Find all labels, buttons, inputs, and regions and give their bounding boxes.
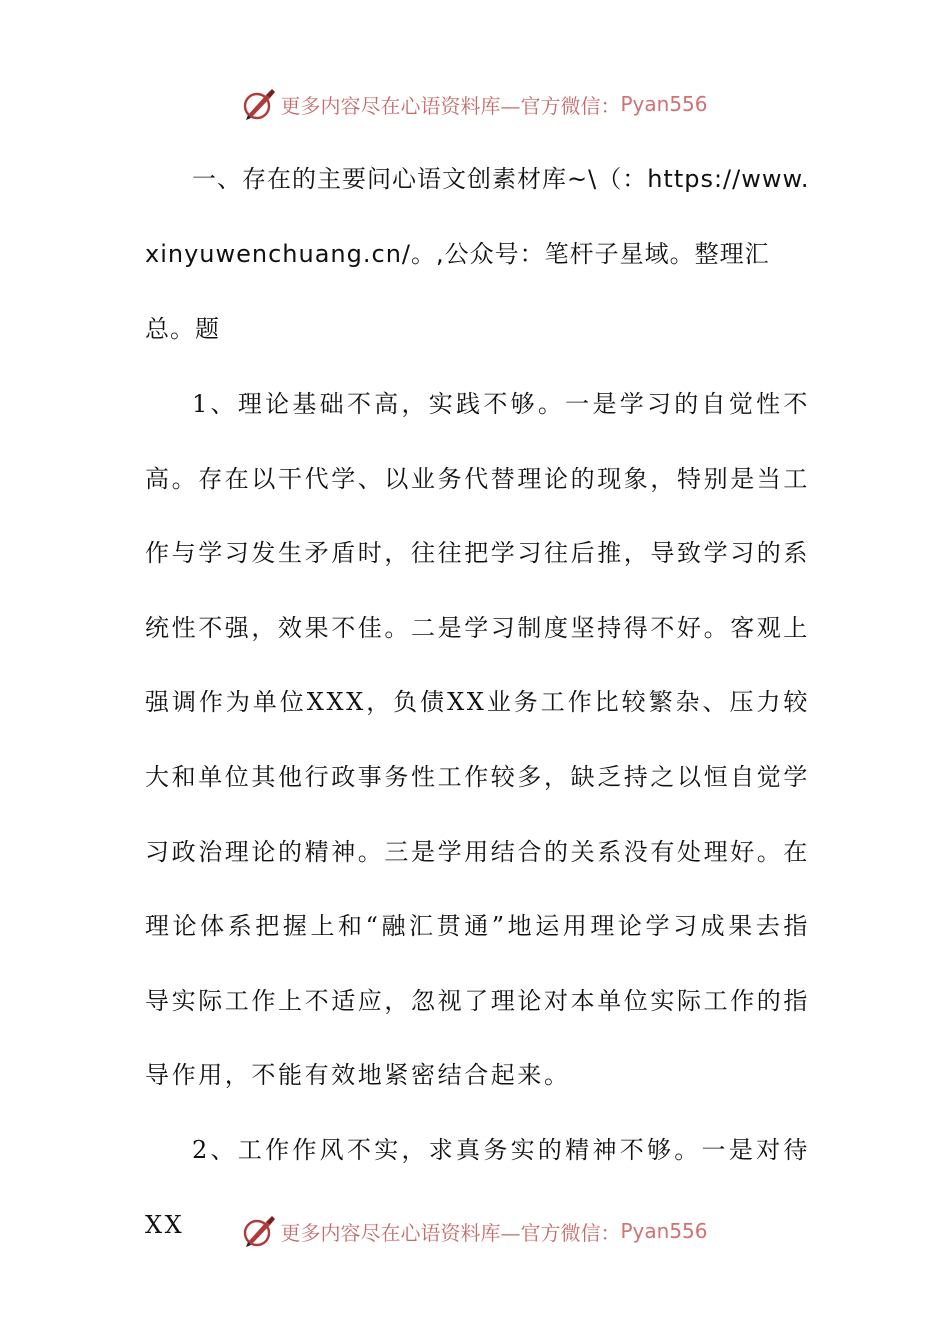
pen-circle-logo-icon <box>242 87 276 121</box>
banner-wechat-id: Pyan556 <box>620 1219 708 1243</box>
banner-wechat-id: Pyan556 <box>620 92 708 116</box>
banner-text: 更多内容尽在心语资料库—官方微信： <box>280 1220 621 1245</box>
paragraph-1: 1、理论基础不高，实践不够。一是学习的自觉性不高。存在以干代学、以业务代替理论的现象，特别是当工作与学习发生矛盾时，往往把学习往后推，导致学习的系统性不强，效果不佳。二是学习制度坚持得不好。客观上强调作为单位XXX，负债XX业务工作比较繁杂、压力较大和单位其他行政事务性工作较多，缺乏持之以恒自觉学习政治理论的精神。三是学用结合的关系没有处理好。在理论体系把握上和“融汇贯通”地运用理论学习成果去指导实际工作上不适应，忽视了理论对本单位实际工作的指导作用，不能有效地紧密结合起来。 <box>145 390 810 1090</box>
footer-watermark-banner <box>0 1209 950 1253</box>
paragraph-2: 2、工作作风不实，求真务实的精神不够。一是对待XX <box>145 1135 810 1239</box>
pen-circle-logo-icon <box>242 1214 276 1248</box>
document-body <box>145 142 810 1262</box>
section-heading: 一、存在的主要问心语文创素材库~\（：https://www.xinyuwenchuang.cn/。,公众号：笔杆子星域。整理汇总。题 <box>145 165 810 343</box>
banner-text: 更多内容尽在心语资料库—官方微信： <box>280 93 621 118</box>
header-watermark-banner <box>0 82 950 126</box>
